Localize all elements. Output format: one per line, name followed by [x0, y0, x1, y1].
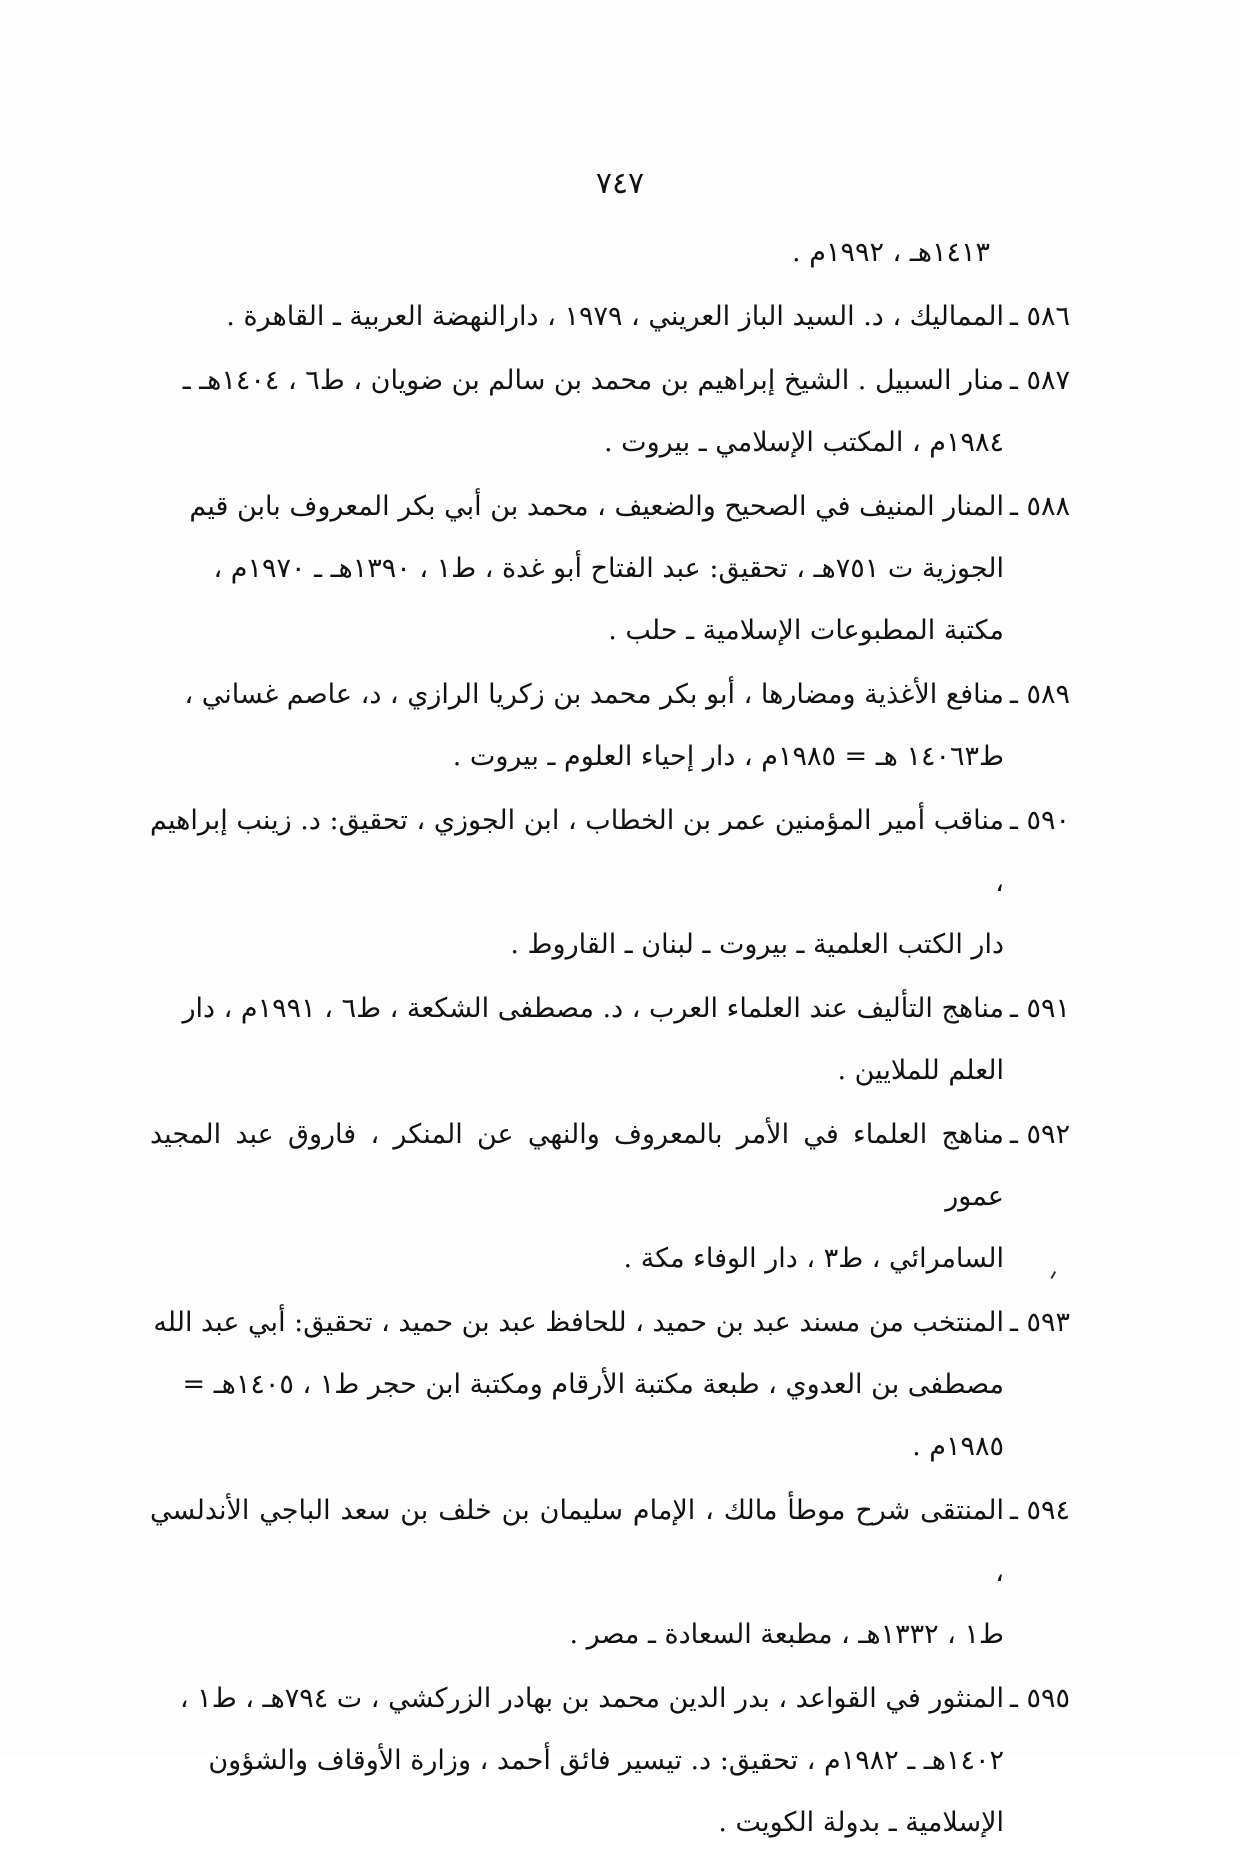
entry-line: المنار المنيف في الصحيح والضعيف ، محمد بن أبي بكر المعروف بابن قيم	[189, 491, 1004, 522]
page-number: ٧٤٧	[595, 166, 645, 201]
entry-line: ١٩٨٤م ، المكتب الإسلامي ـ بيروت .	[604, 427, 1004, 458]
entry-line: دار الكتب العلمية ـ بيروت ـ لبنان ـ القاروط .	[510, 929, 1004, 960]
bibliography-list	[150, 222, 1070, 1856]
entry-number: ٥٩٥ ـ	[1009, 1683, 1070, 1714]
bibliography-entry	[150, 1480, 1070, 1666]
bibliography-entry	[150, 664, 1070, 788]
entry-text	[150, 1292, 1004, 1478]
entry-number: ٥٩٤ ـ	[1009, 1495, 1070, 1526]
entry-text	[150, 978, 1004, 1102]
entry-number: ٥٨٧ ـ	[1009, 365, 1070, 396]
entries-container	[150, 286, 1070, 1854]
continuation-line: ١٤١٣هـ ، ١٩٩٢م .	[792, 237, 990, 268]
entry-line: مصطفى بن العدوي ، طبعة مكتبة الأرقام ومكتبة ابن حجر ط١ ، ١٤٠٥هـ =	[182, 1369, 1004, 1400]
entry-text	[150, 1104, 1004, 1290]
bibliography-entry	[150, 286, 1070, 348]
entry-line: العلم للملايين .	[837, 1055, 1004, 1086]
entry-text	[150, 790, 1004, 976]
entry-line: ط١ ، ١٣٣٢هـ ، مطبعة السعادة ـ مصر .	[569, 1619, 1004, 1650]
entry-text	[150, 1480, 1004, 1666]
entry-line: مناهج العلماء في الأمر بالمعروف والنهي عن المنكر ، فاروق عبد المجيد عمور	[150, 1119, 1004, 1212]
entry-text	[150, 1668, 1004, 1854]
bibliography-entry	[150, 1104, 1070, 1290]
entry-number: ٥٩١ ـ	[1009, 993, 1070, 1024]
entry-number: ٥٨٩ ـ	[1009, 679, 1070, 710]
entry-text	[150, 664, 1004, 788]
bibliography-entry	[150, 978, 1070, 1102]
bibliography-entry	[150, 476, 1070, 662]
entry-line: منافع الأغذية ومضارها ، أبو بكر محمد بن زكريا الرازي ، د، عاصم غساني ،	[184, 679, 1004, 710]
entry-line: الجوزية ت ٧٥١هـ ، تحقيق: عبد الفتاح أبو غدة ، ط١ ، ١٣٩٠هـ ـ ١٩٧٠م ،	[213, 553, 1004, 584]
entry-number: ٥٩٣ ـ	[1009, 1307, 1070, 1338]
entry-line: مكتبة المطبوعات الإسلامية ـ حلب .	[608, 615, 1004, 646]
entry-line: المنتخب من مسند عبد بن حميد ، للحافظ عبد بن حميد ، تحقيق: أبي عبد الله	[153, 1307, 1004, 1338]
bibliography-entry	[150, 1292, 1070, 1478]
entry-number: ٥٨٦ ـ	[1009, 301, 1070, 332]
entry-line: ١٤٠٢هـ ـ ١٩٨٢م ، تحقيق: د. تيسير فائق أحمد ، وزارة الأوقاف والشؤون	[208, 1745, 1004, 1776]
entry-line: مناقب أمير المؤمنين عمر بن الخطاب ، ابن الجوزي ، تحقيق: د. زينب إبراهيم ،	[150, 805, 1004, 898]
entry-number: ٥٨٨ ـ	[1009, 491, 1070, 522]
bibliography-entry	[150, 350, 1070, 474]
bibliography-entry	[150, 1668, 1070, 1854]
entry-text	[150, 476, 1004, 662]
entry-line: المنثور في القواعد ، بدر الدين محمد بن بهادر الزركشي ، ت ٧٩٤هـ ، ط١ ،	[179, 1683, 1004, 1714]
entry-number: ٥٩٢ ـ	[1009, 1119, 1070, 1150]
entry-line: المماليك ، د. السيد الباز العريني ، ١٩٧٩ ، دارالنهضة العربية ـ القاهرة .	[226, 301, 1004, 332]
entry-line: السامرائي ، ط٣ ، دار الوفاء مكة .	[623, 1243, 1004, 1274]
entry-line: المنتقى شرح موطأ مالك ، الإمام سليمان بن خلف بن سعد الباجي الأندلسي ،	[150, 1495, 1004, 1588]
entry-text	[150, 286, 1004, 348]
entry-line: مناهج التأليف عند العلماء العرب ، د. مصطفى الشكعة ، ط٦ ، ١٩٩١م ، دار	[182, 993, 1004, 1024]
entry-line: الإسلامية ـ بدولة الكويت .	[718, 1807, 1004, 1838]
entry-line: ط١٤٠٦٣ هـ = ١٩٨٥م ، دار إحياء العلوم ـ بيروت .	[452, 741, 1004, 772]
entry-line: منار السبيل . الشيخ إبراهيم بن محمد بن سالم بن ضويان ، ط٦ ، ١٤٠٤هـ ـ	[182, 365, 1004, 396]
entry-text	[150, 350, 1004, 474]
bibliography-entry	[150, 790, 1070, 976]
entry-line: ١٩٨٥م .	[912, 1431, 1004, 1462]
entry-number: ٥٩٠ ـ	[1009, 805, 1070, 836]
